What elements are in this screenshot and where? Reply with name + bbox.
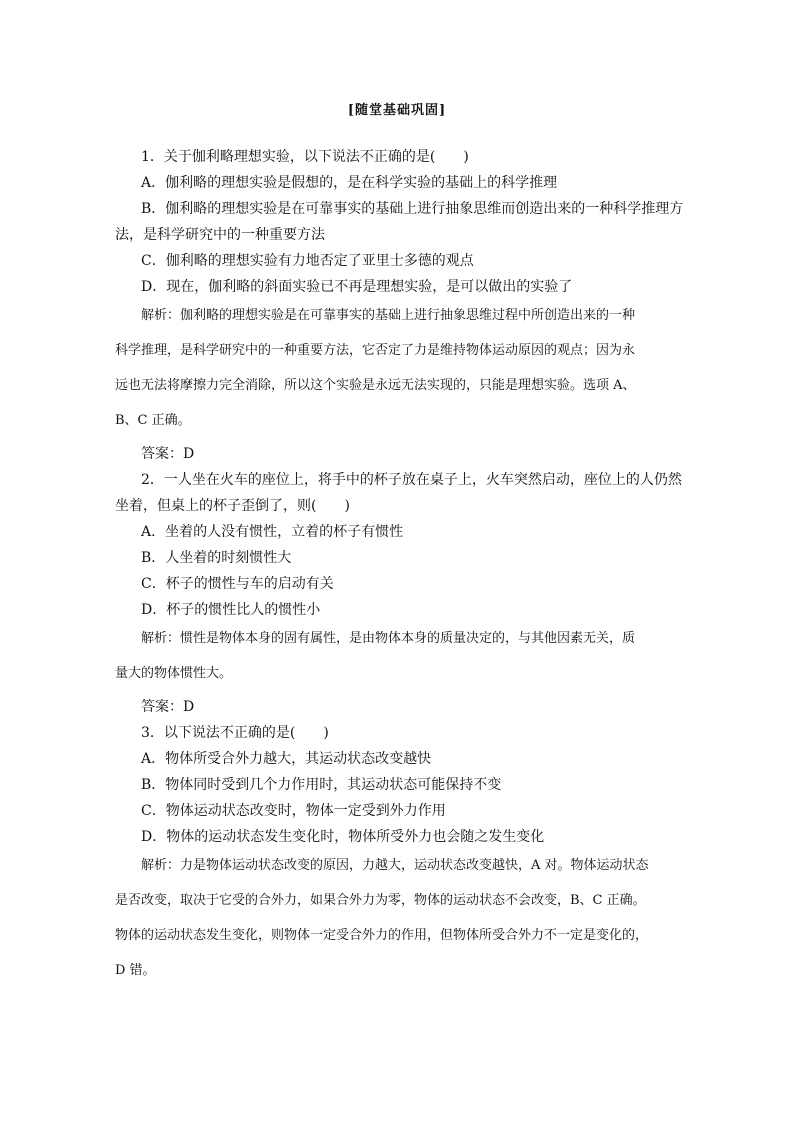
q2-option-b: B．人坐着的时刻惯性大 bbox=[141, 550, 292, 566]
q2-explanation-line1: 解析：惯性是物体本身的固有属性，是由物体本身的质量决定的，与其他因素无关，质 bbox=[141, 631, 636, 646]
q1-option-c: C．伽利略的理想实验有力地否定了亚里士多德的观点 bbox=[141, 253, 474, 269]
q1-stem: 1．关于伽利略理想实验，以下说法不正确的是( ) bbox=[141, 149, 469, 165]
q3-explanation-line1: 解析：力是物体运动状态改变的原因，力越大，运动状态改变越快，A 对。物体运动状态 bbox=[141, 858, 649, 873]
q3-option-c: C．物体运动状态改变时，物体一定受到外力作用 bbox=[141, 803, 446, 819]
q3-option-b: B．物体同时受到几个力作用时，其运动状态可能保持不变 bbox=[141, 777, 502, 793]
q3-explanation-line3: 物体的运动状态发生变化，则物体一定受合外力的作用，但物体所受合外力不一定是变化的， bbox=[115, 928, 649, 943]
q2-explanation-line2: 量大的物体惯性大。 bbox=[115, 666, 233, 681]
question-content bbox=[115, 148, 685, 980]
q1-explanation-line1: 解析：伽利略的理想实验是在可靠事实的基础上进行抽象思维过程中所创造出来的一种 bbox=[141, 308, 636, 323]
section-header: [随堂基础巩固] bbox=[347, 103, 447, 118]
q1-option-b-line1: B．伽利略的理想实验是在可靠事实的基础上进行抽象思维而创造出来的一种科学推理方 bbox=[141, 201, 684, 217]
q1-explanation-line3: 远也无法将摩擦力完全消除，所以这个实验是永远无法实现的，只能是理想实验。选项 A、 bbox=[115, 378, 636, 393]
q3-explanation-line4: D 错。 bbox=[115, 963, 156, 978]
q1-explanation-line2: 科学推理，是科学研究中的一种重要方法，它否定了力是维持物体运动原因的观点；因为永 bbox=[115, 343, 636, 358]
q3-option-d: D．物体的运动状态发生变化时，物体所受外力也会随之发生变化 bbox=[141, 829, 545, 845]
q3-explanation-line2: 是否改变，取决于它受的合外力，如果合外力为零，物体的运动状态不会改变，B、C 正确。 bbox=[115, 893, 646, 908]
q3-option-a: A．物体所受合外力越大，其运动状态改变越快 bbox=[141, 751, 432, 767]
q2-option-c: C．杯子的惯性与车的启动有关 bbox=[141, 576, 334, 592]
q1-explanation-line4: B、C 正确。 bbox=[115, 413, 191, 428]
q2-answer: 答案：D bbox=[141, 699, 195, 715]
q2-stem-line1: 2．一人坐在火车的座位上，将手中的杯子放在桌子上，火车突然启动，座位上的人仍然 bbox=[141, 472, 682, 488]
q2-stem-line2: 坐着，但桌上的杯子歪倒了，则( ) bbox=[115, 498, 350, 514]
q1-answer: 答案：D bbox=[141, 446, 195, 462]
q2-option-a: A．坐着的人没有惯性，立着的杯子有惯性 bbox=[141, 524, 404, 540]
q3-stem: 3．以下说法不正确的是( ) bbox=[141, 725, 329, 741]
q1-option-b-line2: 法，是科学研究中的一种重要方法 bbox=[115, 227, 325, 243]
q2-option-d: D．杯子的惯性比人的惯性小 bbox=[141, 602, 321, 618]
q1-option-d: D．现在，伽利略的斜面实验已不再是理想实验，是可以做出的实验了 bbox=[141, 279, 573, 295]
q1-option-a: A．伽利略的理想实验是假想的，是在科学实验的基础上的科学推理 bbox=[141, 175, 558, 191]
